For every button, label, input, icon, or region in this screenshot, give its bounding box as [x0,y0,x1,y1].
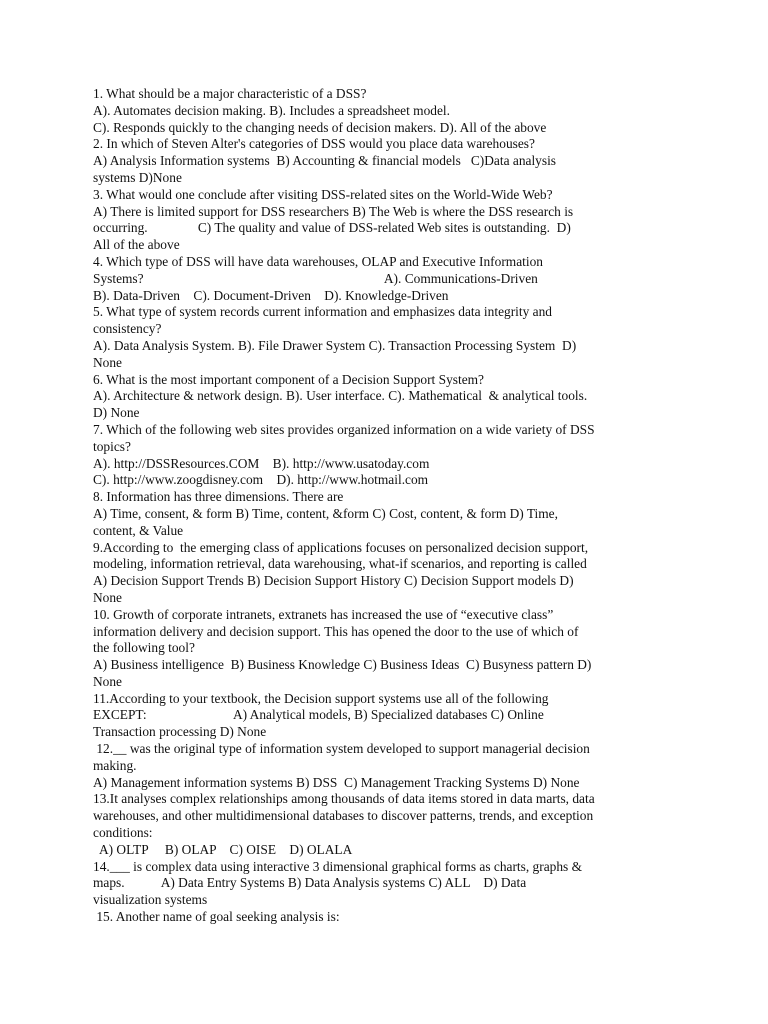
text-line: conditions: [93,825,153,841]
text-line: Systems? A). Communications-Driven [93,270,538,286]
text-line: A) Business intelligence B) Business Knowledge C) Business Ideas C) Busyness pattern D) [93,657,592,673]
text-line: 15. Another name of goal seeking analysis is: [93,909,340,925]
text-line: A). Automates decision making. B). Includes a spreadsheet model. [93,102,450,118]
text-line: 14.___ is complex data using interactive 3 dimensional graphical forms as charts, graphs & [93,858,583,874]
text-line: D) None [93,405,140,421]
text-line: A) OLTP B) OLAP C) OISE D) OLALA [93,841,353,857]
text-line: C). http://www.zoogdisney.com D). http://www.hotmail.com [93,472,429,488]
text-line: A). Architecture & network design. B). User interface. C). Mathematical & analytical tools. [93,388,588,404]
text-line: 8. Information has three dimensions. There are [93,489,344,505]
text-line: the following tool? [93,640,195,656]
text-line: consistency? [93,321,162,337]
text-line: C). Responds quickly to the changing needs of decision makers. D). All of the above [93,119,547,135]
text-line: occurring. C) The quality and value of DSS-related Web sites is outstanding. D) [93,220,571,236]
text-line: A) There is limited support for DSS researchers B) The Web is where the DSS research is [93,203,574,219]
document-body [93,86,683,926]
text-line: EXCEPT: A) Analytical models, B) Specialized databases C) Online [93,707,544,723]
text-line: visualization systems [93,892,208,908]
text-line: 9.According to the emerging class of applications focuses on personalized decision support, [93,539,589,555]
text-line: Transaction processing D) None [93,724,267,740]
text-line: 11.According to your textbook, the Decision support systems use all of the following [93,690,549,706]
text-line: warehouses, and other multidimensional databases to discover patterns, trends, and exception [93,808,594,824]
text-line: A) Time, consent, & form B) Time, content, &form C) Cost, content, & form D) Time, [93,505,558,521]
text-line: 10. Growth of corporate intranets, extranets has increased the use of “executive class” [93,606,554,622]
text-line: systems D)None [93,169,182,185]
text-line: 6. What is the most important component of a Decision Support System? [93,371,485,387]
text-line: None [93,673,123,689]
text-line: All of the above [93,237,180,253]
text-line: 3. What would one conclude after visiting DSS-related sites on the World-Wide Web? [93,186,553,202]
text-line: None [93,589,123,605]
text-line: None [93,354,123,370]
text-line: B). Data-Driven C). Document-Driven D). Knowledge-Driven [93,287,449,303]
text-line: maps. A) Data Entry Systems B) Data Analysis systems C) ALL D) Data [93,875,527,891]
text-line: A) Analysis Information systems B) Accounting & financial models C)Data analysis [93,153,557,169]
text-line: 7. Which of the following web sites provides organized information on a wide variety of DSS [93,421,595,437]
text-line: making. [93,757,137,773]
text-line: A) Decision Support Trends B) Decision Support History C) Decision Support models D) [93,573,574,589]
text-line: content, & Value [93,522,184,538]
text-line: 5. What type of system records current information and emphasizes data integrity and [93,304,552,320]
text-line: A) Management information systems B) DSS C) Management Tracking Systems D) None [93,774,580,790]
text-line: 12.__ was the original type of information system developed to support managerial decision [93,741,590,757]
text-line: 1. What should be a major characteristic of a DSS? [93,86,367,101]
text-line: 13.It analyses complex relationships among thousands of data items stored in data marts, data [93,791,595,807]
text-line: modeling, information retrieval, data warehousing, what-if scenarios, and reporting is called [93,556,587,572]
text-line: A). http://DSSResources.COM B). http://www.usatoday.com [93,455,430,471]
text-line: A). Data Analysis System. B). File Drawer System C). Transaction Processing System D) [93,337,577,353]
text-line: 4. Which type of DSS will have data warehouses, OLAP and Executive Information [93,253,543,269]
text-line: topics? [93,438,131,454]
text-line: information delivery and decision support. This has opened the door to the use of which of [93,623,579,639]
text-line: 2. In which of Steven Alter's categories of DSS would you place data warehouses? [93,136,535,152]
